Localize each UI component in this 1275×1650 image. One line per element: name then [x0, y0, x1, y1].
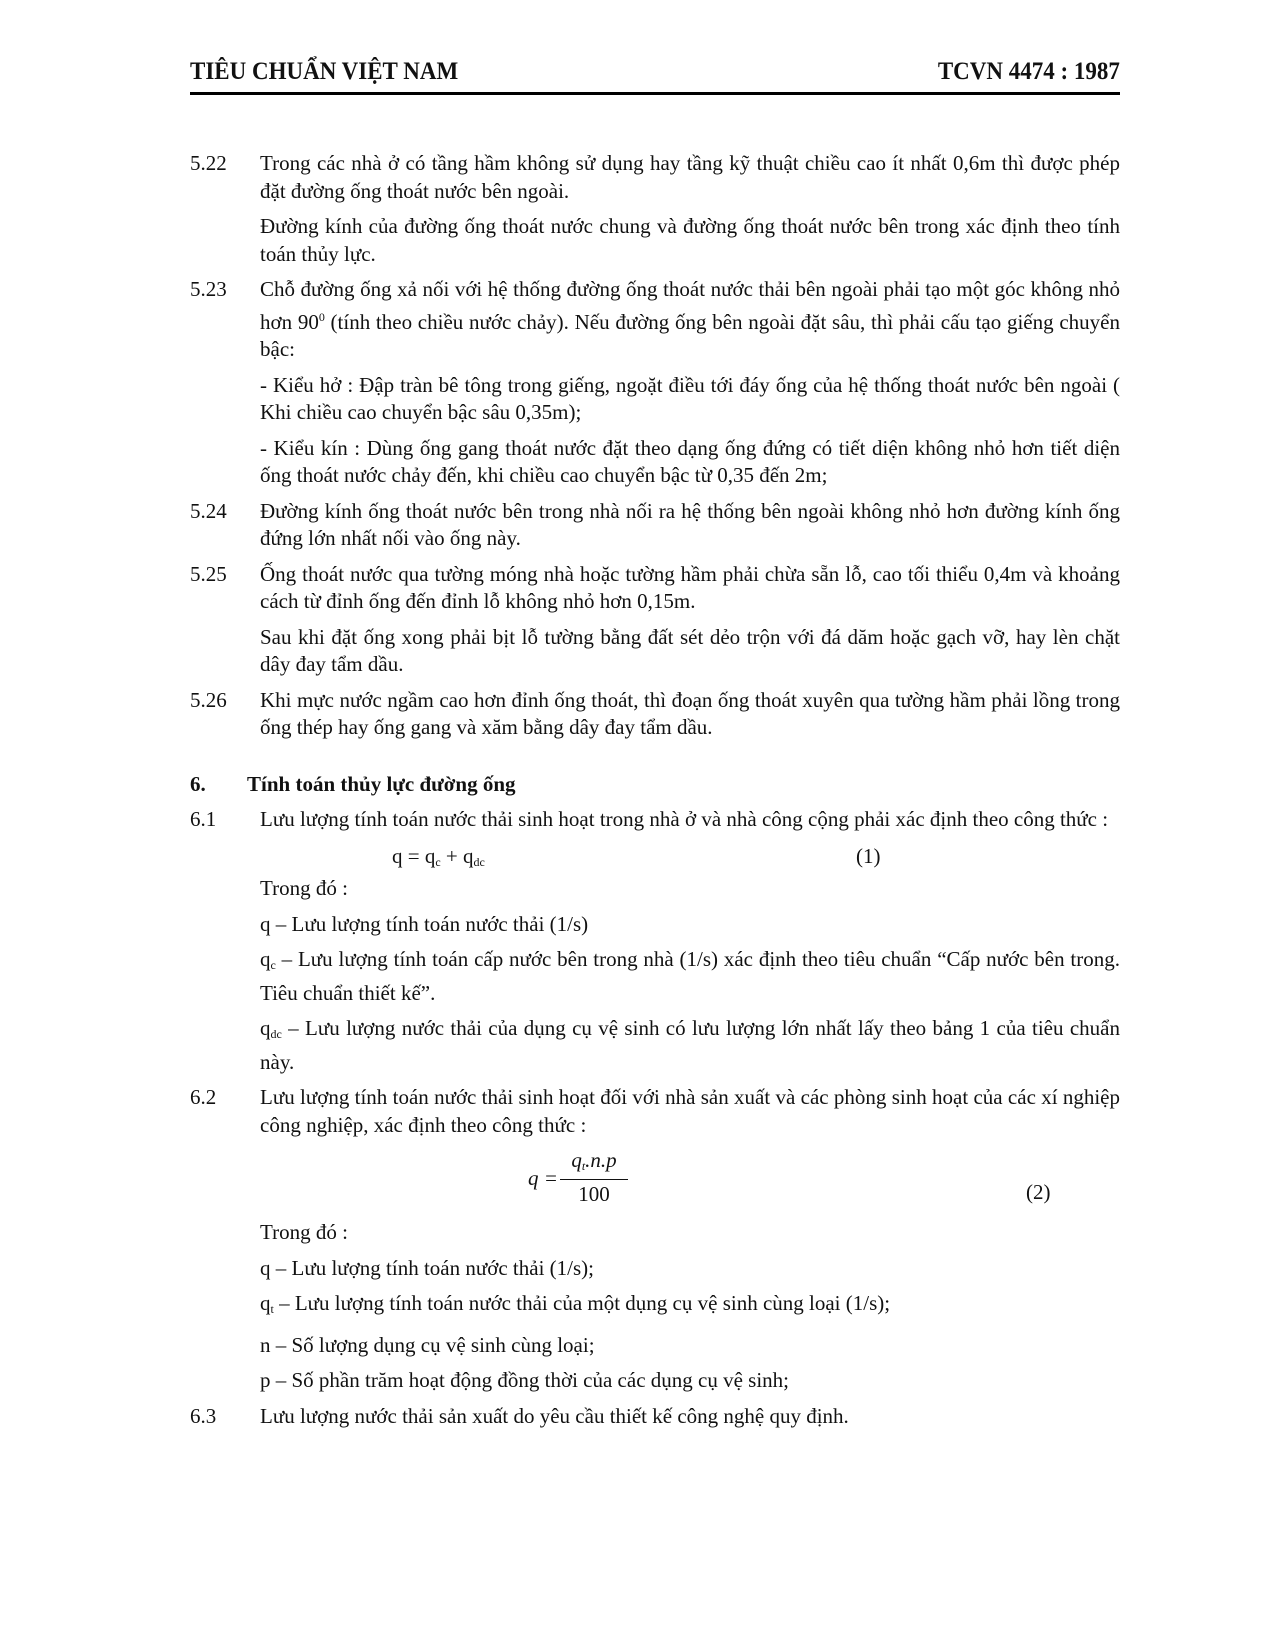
paragraph: Ống thoát nước qua tường móng nhà hoặc tường hầm phải chừa sẵn lỗ, cao tối thiểu 0,4m và khoảng cách từ đỉnh ống đến đỉnh lỗ không nhỏ hơn 0,15m. — [260, 561, 1120, 613]
chapter-6-heading — [190, 770, 1120, 798]
subscript: c — [435, 855, 441, 869]
definition — [260, 946, 1120, 1007]
chapter-number: 6. — [190, 771, 206, 796]
paragraph: Lưu lượng tính toán nước thải sinh hoạt đối với nhà sản xuất và các phòng sinh hoạt của các xí nghiệp công nghiệp, xác định theo công thức : — [260, 1085, 1120, 1137]
definition: n – Số lượng dụng cụ vệ sinh cùng loại; — [260, 1332, 595, 1357]
section-number: 5.26 — [190, 687, 227, 712]
formula-1 — [260, 841, 1120, 875]
paragraph: Trong các nhà ở có tầng hầm không sử dụng hay tầng kỹ thuật chiều cao ít nhất 0,6m thì được phép đặt đường ống thoát nước bên ngoài. — [260, 151, 1120, 203]
subscript: t — [270, 1302, 274, 1316]
text: .n.p — [585, 1148, 617, 1172]
paragraph: - Kiểu hở : Đập tràn bê tông trong giếng, ngoặt điều tới đáy ống của hệ thống thoát nước bên ngoài ( Khi chiều cao chuyển bậc sâu 0,35m); — [260, 372, 1120, 424]
text: – Lưu lượng nước thải của dụng cụ vệ sinh có lưu lượng lớn nhất lấy theo bảng 1 của tiêu chuẩn này. — [260, 1016, 1120, 1074]
section-number: 5.22 — [190, 151, 227, 175]
section-5-23 — [190, 276, 1120, 490]
text: Chỗ đường ống xả nối với hệ thống đường ống thoát nước thải bên ngoài phải tạo một góc không nhỏ hơn 90 — [260, 277, 1120, 334]
section-5-26 — [190, 687, 1120, 742]
where-label: Trong đó : — [260, 876, 348, 900]
section-6-2 — [190, 1084, 1120, 1395]
definition — [260, 1015, 1120, 1076]
equation-number: (1) — [856, 844, 881, 868]
paragraph: Lưu lượng tính toán nước thải sinh hoạt trong nhà ở và nhà công cộng phải xác định theo công thức : — [260, 806, 1109, 831]
header-title: TIÊU CHUẨN VIỆT NAM — [190, 58, 459, 85]
paragraph: - Kiểu kín : Dùng ống gang thoát nước đặt theo dạng ống đứng có tiết diện không nhỏ hơn tiết diện ống thoát nước chảy đến, khi chiều cao chuyển bậc từ 0,35 đến 2m; — [260, 435, 1120, 487]
section-number: 6.2 — [190, 1085, 217, 1109]
formula-lhs: q = — [528, 1166, 558, 1190]
paragraph: Sau khi đặt ống xong phải bịt lỗ tường bằng đất sét dẻo trộn với đá dăm hoặc gạch vỡ, hay lèn chặt dây đay tẩm dầu. — [260, 624, 1120, 676]
subscript: c — [270, 958, 276, 972]
subscript: t — [581, 1159, 586, 1173]
definition: q – Lưu lượng tính toán nước thải (1/s); — [260, 1255, 594, 1280]
subscript: dc — [270, 1027, 282, 1041]
section-5-25 — [190, 561, 1120, 679]
fraction — [560, 1147, 628, 1208]
numerator — [560, 1147, 628, 1180]
text: – Lưu lượng tính toán cấp nước bên trong nhà (1/s) xác định theo tiêu chuẩn “Cấp nước bên trong. Tiêu chuẩn thiết kế”. — [260, 947, 1120, 1005]
section-number: 5.23 — [190, 277, 227, 301]
section-number: 6.1 — [190, 806, 217, 831]
denominator: 100 — [578, 1182, 610, 1206]
definition: q – Lưu lượng tính toán nước thải (1/s) — [260, 911, 589, 936]
symbol: q — [260, 1291, 271, 1315]
standard-code: TCVN 4474 : 1987 — [937, 58, 1120, 85]
page-header — [190, 58, 1120, 96]
header-divider — [190, 92, 1120, 95]
definition: p – Số phần trăm hoạt động đồng thời của các dụng cụ vệ sinh; — [260, 1368, 789, 1392]
document-body — [190, 150, 1120, 1438]
degree-superscript: 0 — [318, 309, 325, 324]
definition — [260, 1290, 1120, 1324]
section-5-24 — [190, 498, 1120, 553]
symbol: q — [260, 947, 271, 971]
where-label: Trong đó : — [260, 1220, 348, 1244]
section-6-3 — [190, 1403, 1120, 1431]
formula-expression — [392, 841, 485, 877]
text: (tính theo chiều nước chảy). Nếu đường ống bên ngoài đặt sâu, thì phải cấu tạo giếng chuyển bậc: — [260, 309, 1120, 361]
chapter-title: Tính toán thủy lực đường ống — [247, 771, 516, 796]
section-number: 5.25 — [190, 561, 227, 586]
text: + q — [440, 844, 474, 868]
equation-number: (2) — [1026, 1180, 1051, 1204]
section-6-1 — [190, 806, 1120, 1077]
paragraph: Đường kính ống thoát nước bên trong nhà nối ra hệ thống bên ngoài không nhỏ hơn đường kính ống đứng lớn nhất nối vào ống này. — [260, 498, 1120, 550]
paragraph: Khi mực nước ngầm cao hơn đỉnh ống thoát, thì đoạn ống thoát xuyên qua tường hầm phải lồng trong ống thép hay ống gang và xăm bằng dây đay tẩm dầu. — [260, 687, 1120, 739]
text: – Lưu lượng tính toán nước thải của một dụng cụ vệ sinh cùng loại (1/s); — [273, 1291, 891, 1315]
text: q — [571, 1148, 582, 1172]
section-5-22 — [190, 150, 1120, 268]
paragraph — [260, 276, 1120, 364]
symbol: q — [260, 1016, 271, 1040]
paragraph: Đường kính của đường ống thoát nước chung và đường ống thoát nước bên trong xác định theo tính toán thủy lực. — [260, 214, 1120, 266]
paragraph: Lưu lượng nước thải sản xuất do yêu cầu thiết kế công nghệ quy định. — [260, 1403, 849, 1428]
text: q = q — [392, 844, 436, 868]
section-number: 6.3 — [190, 1403, 217, 1428]
formula-2 — [260, 1147, 1120, 1219]
subscript: dc — [473, 855, 485, 869]
section-number: 5.24 — [190, 498, 227, 523]
